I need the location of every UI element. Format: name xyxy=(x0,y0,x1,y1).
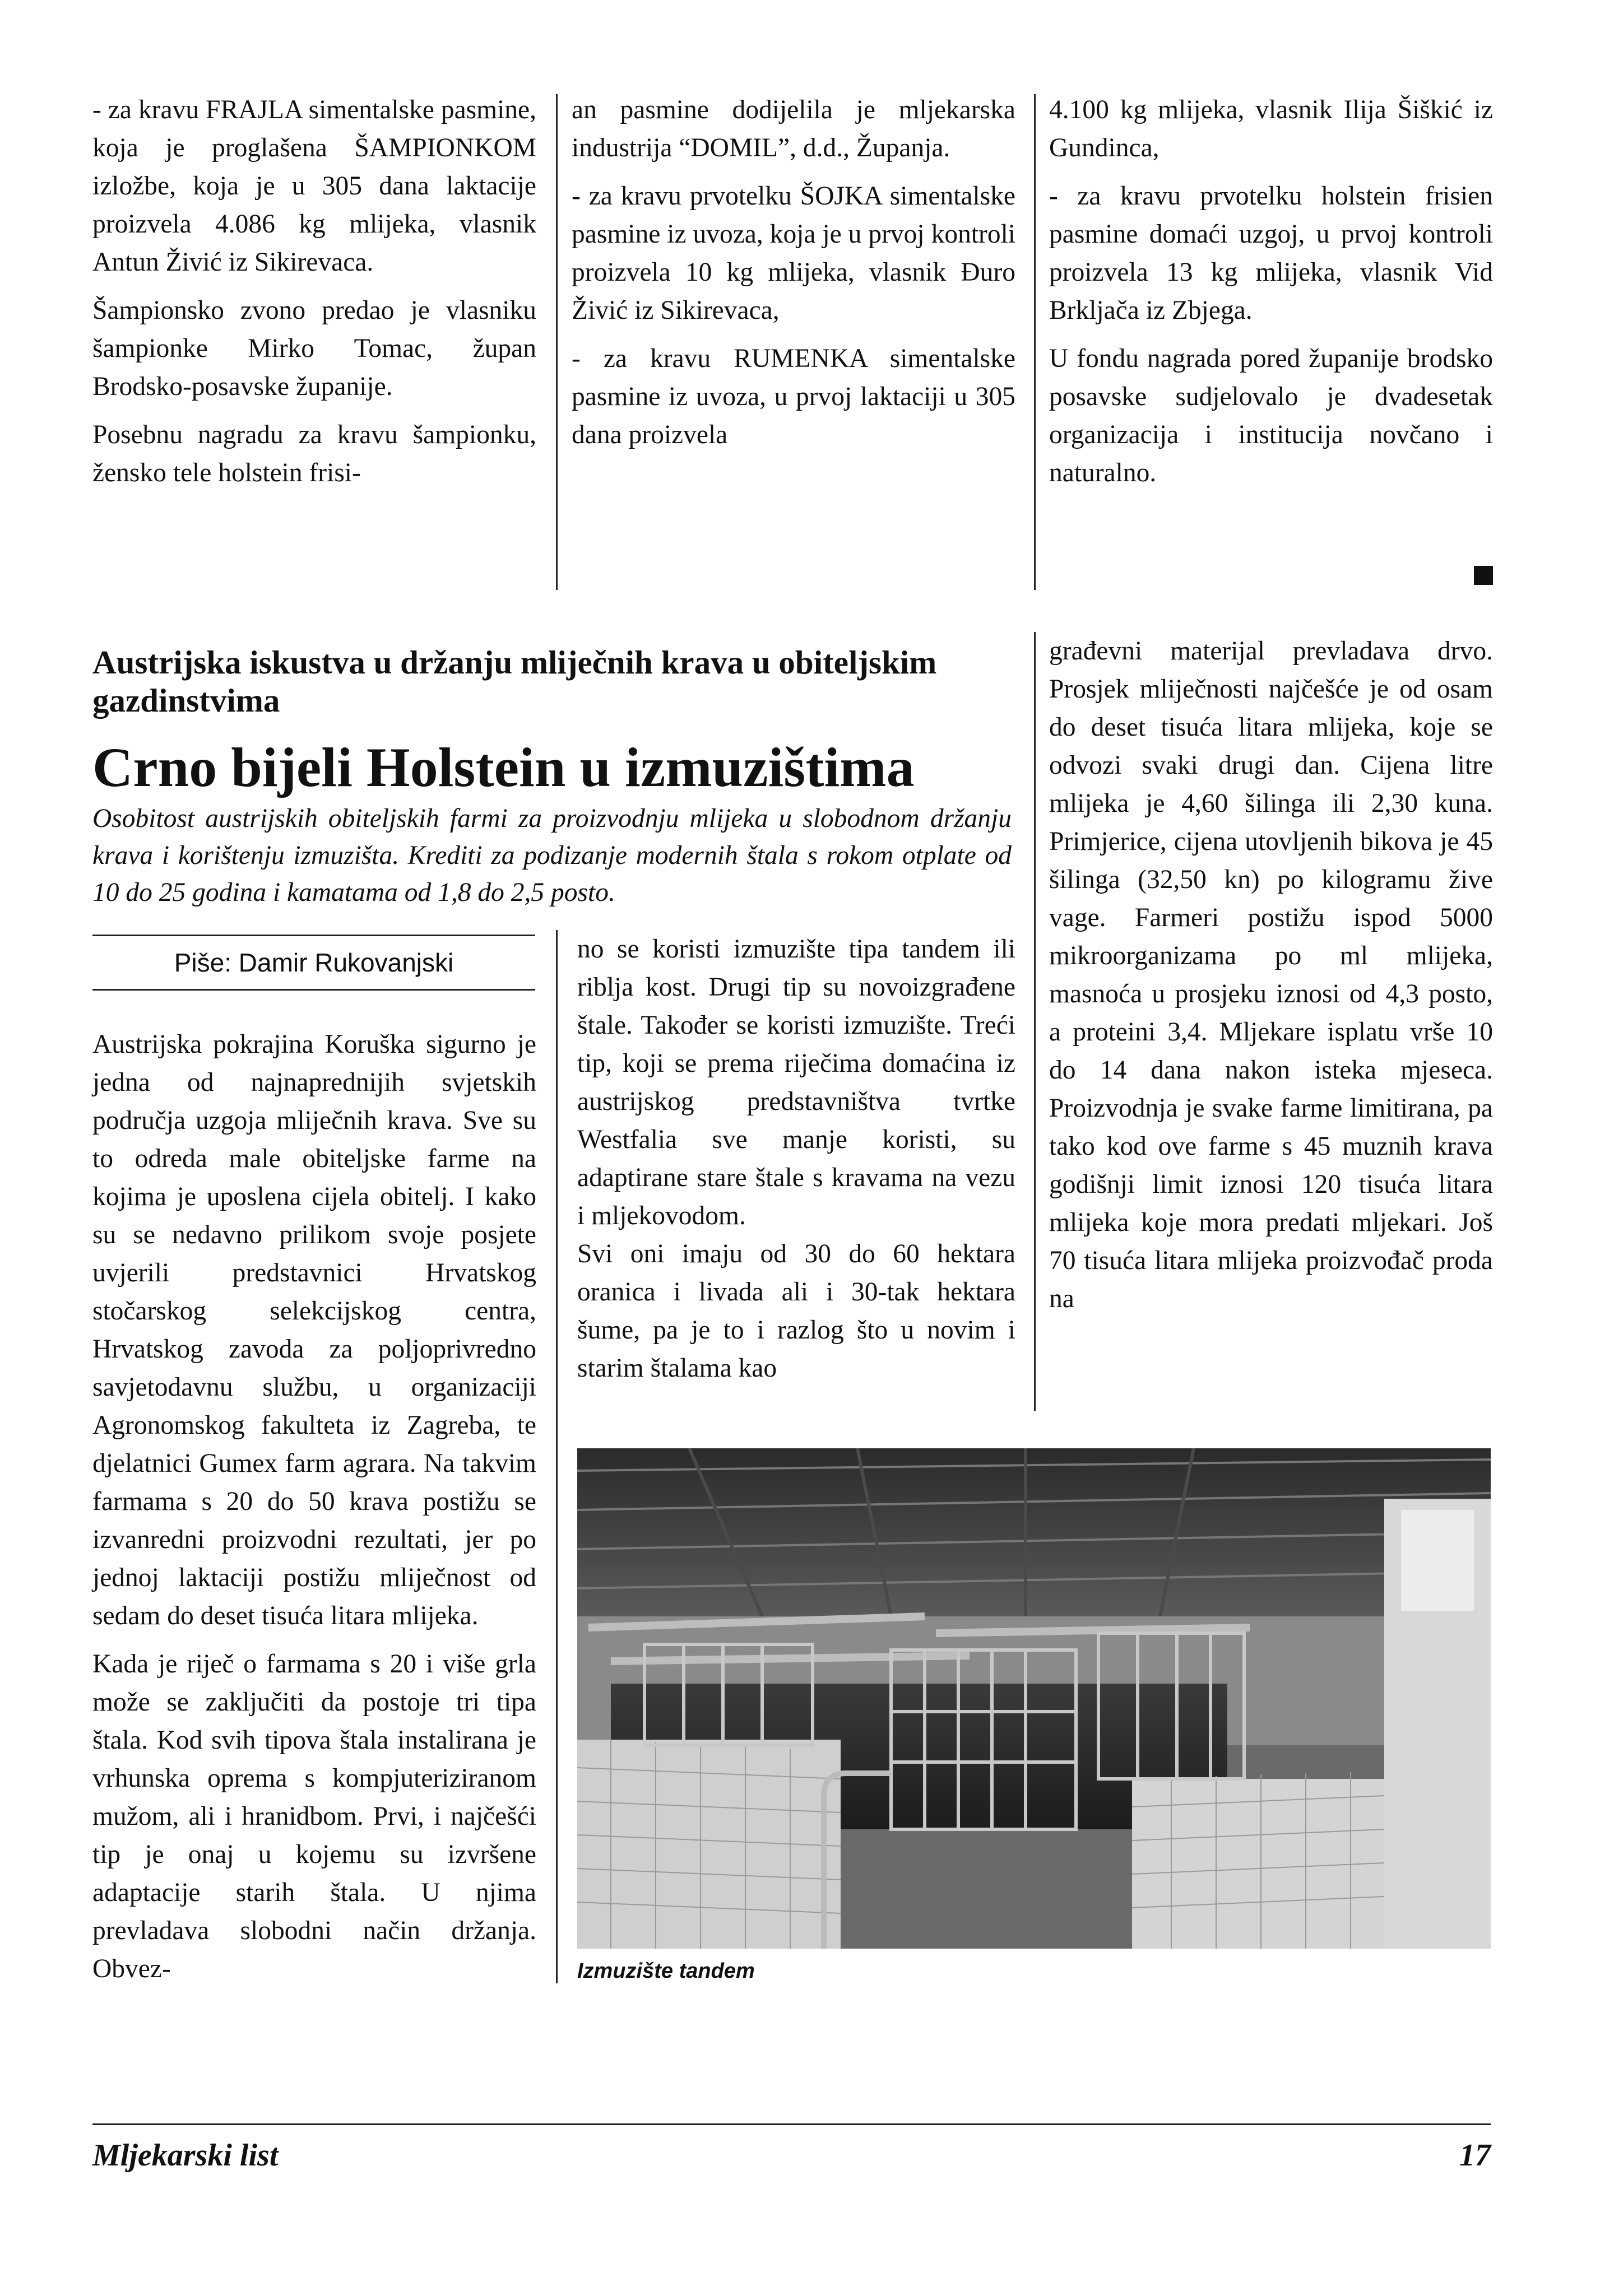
paragraph: Šampionsko zvono predao je vlasniku šampionke Mirko Tomac, župan Brodsko-posavske županije. xyxy=(92,296,536,401)
footer-rule xyxy=(92,2123,1491,2125)
paragraph: Posebnu nagradu za kravu šampionku, žensko tele holstein frisi- xyxy=(92,420,536,487)
paragraph: U fondu nagrada pored županije brodsko posavske sudjelovalo je dvadesetak organizacija i institucija novčano i naturalno. xyxy=(1049,344,1493,487)
paragraph: Svi oni imaju od 30 do 60 hektara oranica i livada ali i 30-tak hektara šume, pa je to i razlog što u novim i starim štalama kao xyxy=(577,1239,1015,1383)
article-column-1 xyxy=(92,1025,536,1988)
paragraph: - za kravu prvotelku ŠOJKA simentalske pasmine iz uvoza, koja je u prvoj kontroli proizvela 10 kg mlijeka, vlasnik Đuro Živić iz Sikirevaca, xyxy=(572,182,1015,325)
top-column-2 xyxy=(572,91,1015,454)
byline-text: Piše: Damir Rukovanjski xyxy=(174,948,454,977)
column-divider xyxy=(556,930,558,1983)
paragraph: Austrijska pokrajina Koruška sigurno je jedna od najnaprednijih svjetskih područja uzgoja mliječnih krava. Sve su to odreda male obiteljske farme na kojima je uposlena cijela obitelj. I kako su se nedavno prilikom svoje posjete uvjerili predstavnici Hrvatskog stočarskog selekcijskog centra, Hrvatskog zavoda za poljoprivredno savjetodavnu službu, u organizaciji Agronomskog fakulteta iz Zagreba, te djelatnici Gumex farm agrara. Na takvim farmama s 20 do 50 krava postižu se izvanredni proizvodni rezultati, jer po jednoj laktaciji postižu mliječnost od sedam do deset tisuća litara mlijeka. xyxy=(92,1030,536,1630)
article-column-3 xyxy=(1049,632,1493,1318)
paragraph: Kada je riječ o farmama s 20 i više grla može se zaključiti da postoje tri tipa štala. Kod svih tipova štala instalirana je vrhunska oprema s kompjuteriziranom mužom, ali i hranidbom. Prvi, i najčešći tip je onaj u kojemu su izvršene adaptacije starih štala. U njima prevladava slobodni način držanja. Obvez- xyxy=(92,1649,536,1983)
page-number: 17 xyxy=(1459,2138,1491,2173)
top-column-1 xyxy=(92,91,536,492)
paragraph: an pasmine dodijelila je mljekarska industrija “DOMIL”, d.d., Županja. xyxy=(572,95,1015,162)
article-column-2 xyxy=(577,930,1015,1387)
paragraph: - za kravu RUMENKA simentalske pasmine iz uvoza, u prvoj laktaciji u 305 dana proizvela xyxy=(572,344,1015,449)
paragraph: no se koristi izmuzište tipa tandem ili riblja kost. Drugi tip su novoizgrađene štale. Također se koristi izmuzište. Treći tip, koji se prema riječima domaćina iz austrijskog predstavništva tvrtke Westfalia sve manje koristi, su adaptirane stare štale s kravama na vezu i mljekovodom. xyxy=(577,935,1015,1230)
milking-parlour-illustration xyxy=(577,1448,1491,1949)
top-column-3 xyxy=(1049,91,1493,492)
article-lead: Osobitost austrijskih obiteljskih farmi za proizvodnju mlijeka u slobodnom držanju krava i korištenju izmuzišta. Krediti za podizanje modernih štala s rokom otplate od 10 do 25 godina i kamatama od 1,8 do 2,5 posto. xyxy=(92,804,1012,907)
milking-parlour-photo xyxy=(577,1448,1491,1949)
paragraph: građevni materijal prevladava drvo. Prosjek mliječnosti najčešće je od osam do deset tisuća litara mlijeka, koje se odvozi svaki drugi dan. Cijena litre mlijeka je 4,60 šilinga ili 2,30 kuna. Primjerice, cijena utovljenih bikova je 45 šilinga (32,50 kn) po kilogramu žive vage. Farmeri postižu ispod 5000 mikroorganizama po ml mlijeka, masnoća u prosjeku iznosi od 4,3 posto, a proteini 3,4. Mljekare isplatu vrše 10 do 14 dana nakon isteka mjeseca. Proizvodnja je svake farme limitirana, pa tako kod ove farme s 45 muznih krava godišnji limit iznosi 120 tisuća litara mlijeka koje mora predati mljekari. Još 70 tisuća litara mlijeka proizvođač proda na xyxy=(1049,636,1493,1313)
column-divider xyxy=(1034,632,1036,1411)
article-headline: Crno bijeli Holstein u izmuzištima xyxy=(92,736,915,798)
end-of-article-mark xyxy=(1474,566,1493,585)
article-kicker: Austrijska iskustva u držanju mliječnih krava u obiteljskim gazdinstvima xyxy=(92,644,937,719)
column-divider xyxy=(556,94,558,590)
paragraph: - za kravu FRAJLA simentalske pasmine, koja je proglašena ŠAMPIONKOM izložbe, koja je u 305 dana laktacije proizvela 4.086 kg mlijeka, vlasnik Antun Živić iz Sikirevaca. xyxy=(92,95,536,277)
column-divider xyxy=(1034,94,1036,590)
publication-title: Mljekarski list xyxy=(92,2138,279,2173)
byline xyxy=(92,935,535,991)
photo-caption: Izmuzište tandem xyxy=(577,1959,755,1983)
paragraph: - za kravu prvotelku holstein frisien pasmine domaći uzgoj, u prvoj kontroli proizvela 13 kg mlijeka, vlasnik Vid Brkljača iz Zbjega. xyxy=(1049,182,1493,325)
paragraph: 4.100 kg mlijeka, vlasnik Ilija Šiškić iz Gundinca, xyxy=(1049,95,1493,162)
